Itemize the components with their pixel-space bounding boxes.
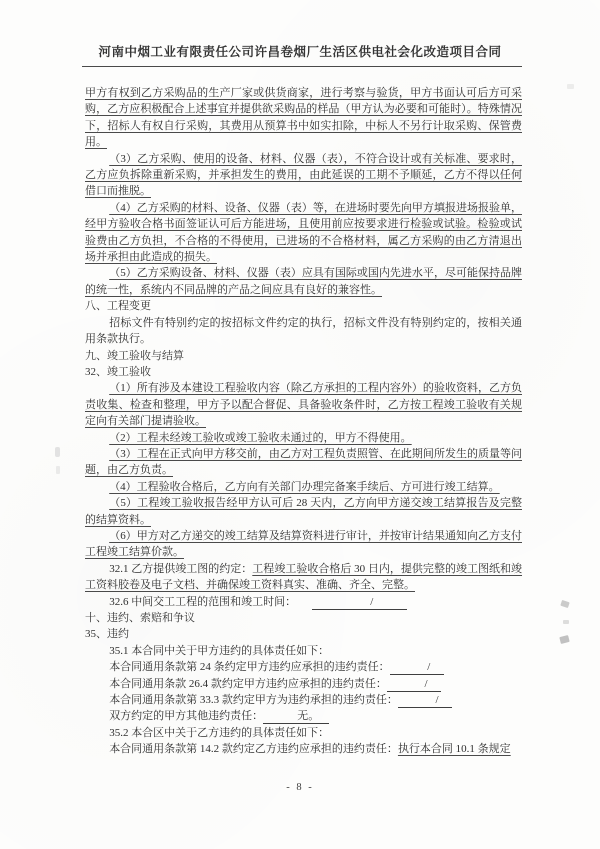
clause-paragraph-5: （5）乙方采购设备、材料、仪器（表）应具有国际或国内先进水平，尽可能保持品牌的统一性，系统内不同品牌的产品之间应具有良好的兼容性。 — [85, 267, 522, 296]
acceptance-item-5: （5）工程竣工验收报告经甲方认可后 28 天内，乙方向甲方递交竣工结算报告及完整的结算资料。 — [85, 497, 522, 526]
other-liability-label: 双方约定的甲方其他违约责任： — [109, 710, 264, 723]
scan-artifact — [55, 447, 60, 457]
document-title: 河南中烟工业有限责任公司许昌卷烟厂生活区供电社会化改造项目合同 — [98, 45, 502, 59]
liability-line-33-3-label: 本合同通用条款第 33.3 款约定甲方为违约承担的违约责任： — [109, 694, 398, 707]
clause-heading-35: 35、违约 — [85, 628, 129, 641]
fill-in-blank: 无。 — [263, 710, 329, 724]
liability-line-14-2-fill: 执行本合同 10.1 条规定 — [397, 743, 511, 756]
contract-body — [85, 85, 522, 758]
liability-line-26-4-label: 本合同通用条款 26.4 款约定甲方违约应承担的违约责任： — [109, 677, 387, 690]
section-8-paragraph: 招标文件有特别约定的按招标文件约定的执行，招标文件没有特别约定的，按相关通用条款执行。 — [85, 316, 522, 346]
clause-32-6-label: 32.6 中间交工工程的范围和竣工时间： — [109, 595, 297, 608]
liability-line-24-label: 本合同通用条款第 24 条约定甲方违约应承担的违约责任： — [109, 661, 390, 674]
fill-in-blank: / — [398, 694, 452, 708]
section-heading-10: 十、违约、索赔和争议 — [85, 612, 195, 624]
liability-line-14-2 — [85, 741, 522, 757]
other-liability-line — [85, 708, 522, 724]
scan-artifact — [563, 620, 569, 624]
header-rule — [82, 66, 522, 67]
clause-paragraph-4: （4）乙方采购的材料、设备、仪器（表）等，在进场时要先向甲方填报进场报验单，经甲方验收合格书面签证认可后方能进场，且使用前应按要求进行检验或试验。检验或试验费由乙方负担，不合格的不得使用，已进场的不合格材料，属乙方采购的由乙方清退出场并承担由此造成的损失。 — [85, 201, 522, 264]
clause-35-2: 35.2 本合区中关于乙方违约的具体责任如下： — [109, 726, 330, 739]
liability-line-14-2-label: 本合同通用条款第 14.2 款约定乙方违约应承担的违约责任： — [109, 743, 398, 756]
liability-line-26-4 — [85, 676, 522, 692]
clause-paragraph-3: （3）乙方采购、使用的设备、材料、仪器（表），不符合设计或有关标准、要求时，乙方应负拆除重新采购，并承担发生的费用，由此延误的工期不予顺延，乙方不得以任何借口而推脱。 — [85, 152, 522, 198]
clause-heading-32: 32、竣工验收 — [85, 365, 151, 378]
acceptance-item-6: （6）甲方对乙方递交的竣工结算及结算资料进行审计，并按审计结果通知向乙方支付工程竣工结算价款。 — [85, 529, 522, 559]
clause-32-1-fill: 工程竣工验收合格后 30 日内，提供完整的竣工图纸和竣工资料胶卷及电子文档、并确保竣工资料真实、准确、齐全、完整。 — [85, 562, 523, 592]
section-heading-9: 九、竣工验收与结算 — [85, 349, 184, 362]
clause-paragraph-carryover: 甲方有权到乙方采购品的生产厂家或供货商家，进行考察与验货，甲方书面认可后方可采购，乙方应积极配合上述事宜并提供欲采购品的样品（甲方认为必要和可能时）。特殊情况下，招标人有权自行采购，其费用从预算书中如实扣除，中标人不另行计取采购、保管费用。 — [85, 87, 522, 149]
page-number: - 8 - — [286, 782, 314, 793]
clause-35-1: 35.1 本合同中关于甲方违约的具体责任如下： — [109, 644, 330, 657]
fill-in-blank: / — [387, 678, 441, 692]
acceptance-item-1: （1）所有涉及本建设工程验收内容（除乙方承担的工程内容外）的验收资料，乙方负责收集、检查和整理，甲方予以配合督促、具备验收条件时，乙方按工程竣工验收有关规定向有关部门提请验收。 — [85, 382, 522, 428]
fill-in-blank: / — [390, 661, 444, 675]
clause-32-1-label: 32.1 乙方提供竣工图的约定： — [109, 562, 253, 575]
scan-artifact — [567, 84, 574, 89]
fill-in-blank: / — [312, 596, 407, 610]
acceptance-item-4: （4）工程验收合格后，乙方向有关部门办理完备案手续后、方可进行竣工结算。 — [109, 480, 500, 493]
acceptance-item-3: （3）工程在正式向甲方移交前，由乙方对工程负责照管、在此期间所发生的质量等问题，由乙方负责。 — [85, 447, 522, 477]
liability-line-24 — [85, 659, 522, 675]
section-heading-8: 八、工程变更 — [85, 300, 151, 313]
scan-artifact — [559, 635, 569, 644]
clause-32-6 — [85, 594, 522, 610]
scan-artifact — [560, 600, 569, 608]
clause-32-1 — [85, 561, 522, 594]
acceptance-item-2: （2）工程未经竣工验收或竣工验收未通过的，甲方不得使用。 — [109, 431, 412, 444]
scan-artifact — [56, 466, 60, 474]
liability-line-33-3 — [85, 692, 522, 708]
